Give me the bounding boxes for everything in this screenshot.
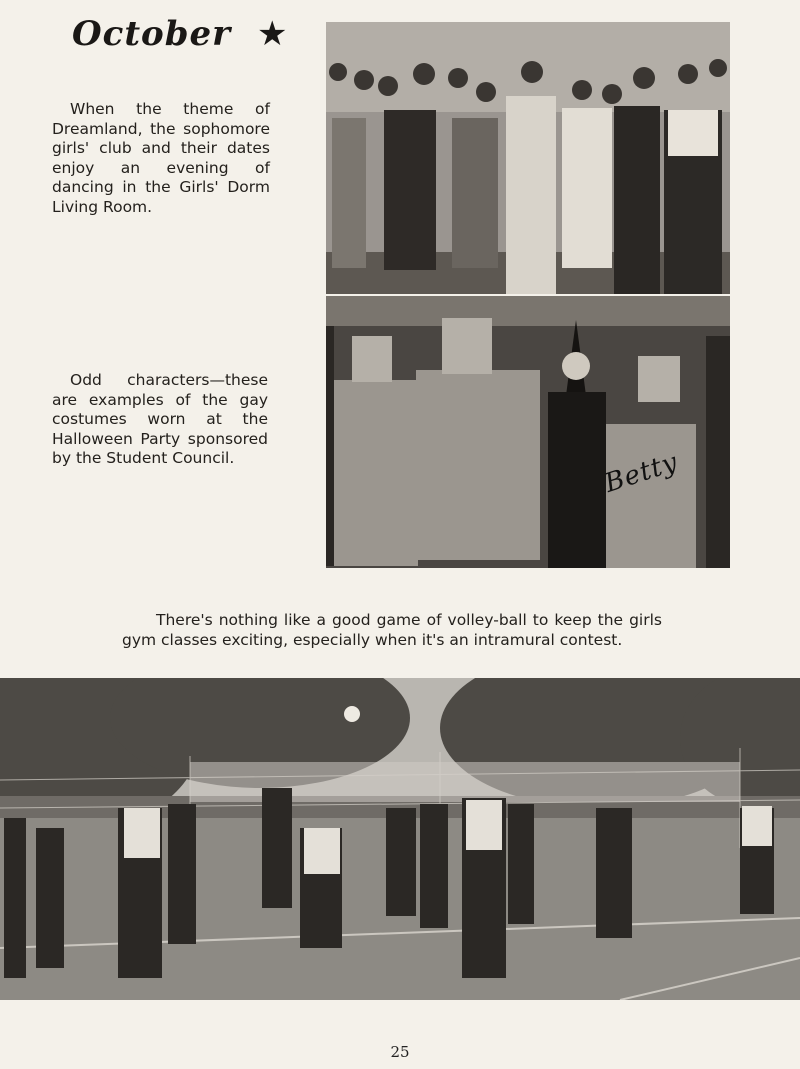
page-number: 25 — [390, 1043, 410, 1061]
handwritten-signature: Betty — [601, 447, 682, 499]
dance-caption: When the theme of Dreamland, the sophomore girls' club and their dates enjoy an evening of dancing in the Girls' Dorm Living Room. — [52, 100, 270, 216]
halloween-caption: Odd characters—these are examples of the gay costumes worn at the Halloween Party sponsored by the Student Council. — [52, 371, 268, 467]
volleyball-photo — [0, 678, 800, 1000]
page-title: October — [72, 14, 232, 54]
dance-photo — [326, 22, 730, 294]
month-heading — [72, 14, 288, 54]
volleyball-caption: There's nothing like a good game of volley-ball to keep the girls gym classes exciting, especially when it's an intramural contest. — [122, 611, 662, 649]
star-icon: ★ — [257, 14, 288, 54]
halloween-photo — [326, 296, 730, 568]
